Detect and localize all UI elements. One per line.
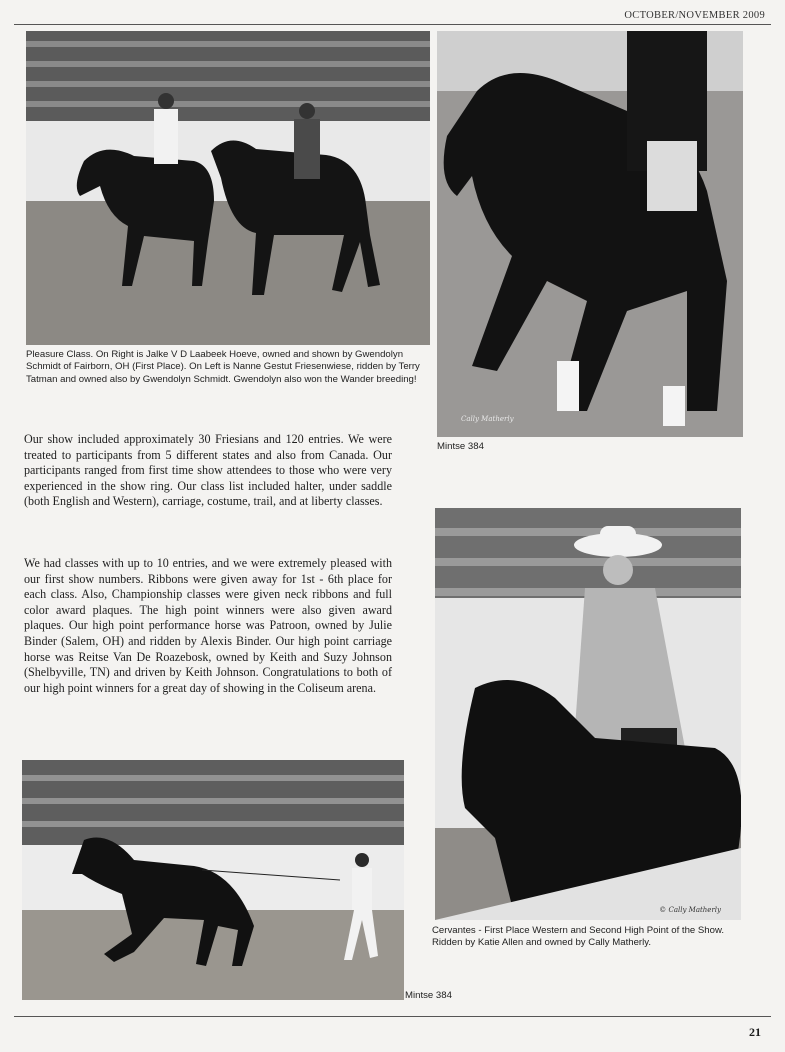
- issue-date: OCTOBER/NOVEMBER 2009: [624, 10, 765, 21]
- caption-mintse-bottom: Mintse 384: [405, 990, 452, 1001]
- header-rule: [14, 24, 771, 25]
- caption-cervantes: Cervantes - First Place Western and Second High Point of the Show. Ridden by Katie Allen and owned by Cally Matherly.: [432, 925, 725, 949]
- photo-watermark: Cally Matherly: [461, 415, 514, 423]
- page-number: 21: [749, 1025, 761, 1039]
- caption-pleasure-class: Pleasure Class. On Right is Jalke V D Laabeek Hoeve, owned and shown by Gwendolyn Schmidt of Fairborn, OH (First Place). On Left is Nanne Gestut Friesenwiese, ridden by Terry Tatman and owned also by Gwendolyn Schmidt. Gwendolyn also won the Wander breeding!: [26, 349, 420, 385]
- photo-watermark: © Cally Matherly: [659, 906, 721, 914]
- photo-mintse-bottom: [22, 760, 404, 1000]
- footer-rule: [14, 1016, 771, 1017]
- caption-mintse-top: Mintse 384: [437, 441, 484, 452]
- photo-cervantes: [435, 508, 741, 920]
- article-paragraph-2: We had classes with up to 10 entries, and we were extremely pleased with our first show numbers. Ribbons were given away for 1st - 6th place for each class. Also, Championship classes were given neck ribbons and full color award plaques. The high point winners were also given award plaques. Our high point performance horse was Patroon, owned by Julie Binder (Salem, OH) and ridden by Alexis Binder. Our high point carriage horse was Reitse Van De Roazebosk, owned by Keith and Suzy Johnson (Shelbyville, TN) and driven by Keith Johnson. Congratulations to both of our high point winners for a great day of showing in the Coliseum arena.: [24, 556, 392, 695]
- photo-pleasure-class: [26, 31, 430, 345]
- article-paragraph-1: Our show included approximately 30 Friesians and 120 entries. We were treated to participants from 5 different states and also from Canada. Our participants ranged from first time show attendees to those who were very experienced in the show ring. Our class list included halter, under saddle (both English and Western), carriage, costume, trail, and at liberty classes.: [24, 432, 392, 509]
- photo-mintse-top: [437, 31, 743, 437]
